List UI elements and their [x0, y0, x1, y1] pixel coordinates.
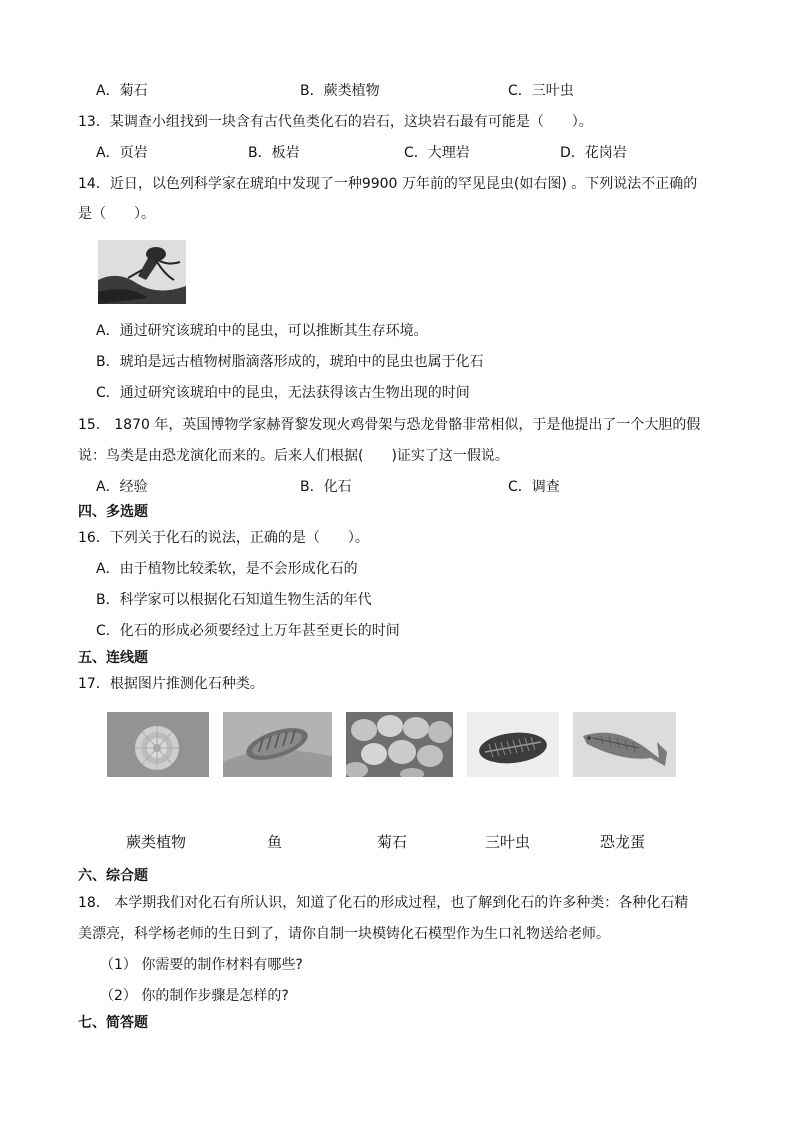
- q16-option-a: A．由于植物比较柔软，是不会形成化石的: [96, 561, 358, 577]
- q14-option-a: A．通过研究该琥珀中的昆虫，可以推断其生存环境。: [96, 323, 428, 339]
- q13-option-d: D．花岗岩: [560, 145, 627, 161]
- q17-stem: 17．根据图片推测化石种类。: [78, 676, 264, 692]
- q15-option-a: A．经验: [96, 479, 148, 495]
- trilobite-fossil-image: [223, 712, 332, 777]
- q15-stem-line1: 15． 1870 年，英国博物学家赫胥黎发现火鸡骨架与恐龙骨骼非常相似，于是他提出了一个大胆的假: [78, 417, 701, 433]
- dinosaur-egg-fossil-image: [346, 712, 453, 777]
- q15-stem-line2: 说：鸟类是由恐龙演化而来的。后来人们根据( )证实了这一假说。: [78, 448, 509, 464]
- match-label-ammonite: 菊石: [377, 833, 408, 851]
- q16-option-b: B．科学家可以根据化石知道生物生活的年代: [96, 592, 372, 608]
- fern-fossil-image: [467, 712, 559, 777]
- q14-stem-line1: 14．近日，以色列科学家在琥珀中发现了一种9900 万年前的罕见昆虫(如右图) 。下列说法不正确的: [78, 176, 698, 192]
- match-label-fish: 鱼: [267, 833, 283, 851]
- q14-stem-line2: 是（ ）。: [78, 206, 155, 222]
- q12-option-b: B．蕨类植物: [300, 83, 380, 99]
- section-heading-multi-choice: 四、多选题: [78, 504, 148, 520]
- q18-sub-question-2: （2） 你的制作步骤是怎样的?: [100, 988, 289, 1004]
- match-label-fern: 蕨类植物: [126, 833, 187, 851]
- q15-option-c: C．调查: [508, 479, 560, 495]
- q12-option-a: A．菊石: [96, 83, 148, 99]
- q18-sub-question-1: （1） 你需要的制作材料有哪些?: [100, 957, 303, 973]
- fish-fossil-image: [573, 712, 676, 777]
- match-label-dinosaur-egg: 恐龙蛋: [600, 833, 646, 851]
- match-label-trilobite: 三叶虫: [485, 833, 531, 851]
- q18-stem-line2: 美漂亮，科学杨老师的生日到了，请你自制一块模铸化石模型作为生口礼物送给老师。: [78, 926, 610, 942]
- section-heading-matching: 五、连线题: [78, 650, 148, 666]
- q16-option-c: C．化石的形成必须要经过上万年甚至更长的时间: [96, 623, 400, 639]
- q16-stem: 16．下列关于化石的说法，正确的是（ ）。: [78, 530, 369, 546]
- q18-stem-line1: 18． 本学期我们对化石有所认识，知道了化石的形成过程，也了解到化石的许多种类：各种化石精: [78, 895, 689, 911]
- q14-option-c: C．通过研究该琥珀中的昆虫，无法获得该古生物出现的时间: [96, 385, 470, 401]
- q13-option-a: A．页岩: [96, 145, 148, 161]
- q13-option-c: C．大理岩: [404, 145, 470, 161]
- q12-option-c: C．三叶虫: [508, 83, 574, 99]
- q14-option-b: B．琥珀是远古植物树脂滴落形成的，琥珀中的昆虫也属于化石: [96, 354, 484, 370]
- q13-stem: 13．某调查小组找到一块含有古代鱼类化石的岩石，这块岩石最有可能是（ ）。: [78, 114, 593, 130]
- q13-option-b: B．板岩: [248, 145, 300, 161]
- section-heading-comprehensive: 六、综合题: [78, 868, 148, 884]
- amber-insect-image: [98, 240, 186, 304]
- q15-option-b: B．化石: [300, 479, 352, 495]
- section-heading-short-answer: 七、简答题: [78, 1015, 148, 1031]
- ammonite-fossil-image: [107, 712, 209, 777]
